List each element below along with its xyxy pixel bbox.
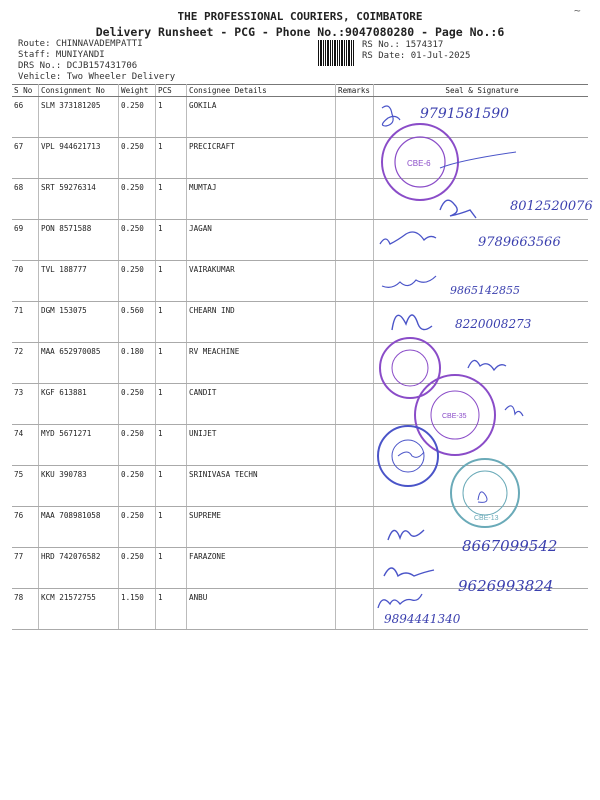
drs-label: DRS No.: DCJB157431706 — [18, 61, 138, 71]
cell-signature — [374, 343, 589, 384]
table-row — [12, 589, 588, 630]
cell-pcs: 1 — [156, 302, 187, 343]
cell-sno: 75 — [12, 466, 39, 507]
col-signature: Seal & Signature — [374, 85, 589, 97]
cell-sno: 71 — [12, 302, 39, 343]
cell-weight: 0.180 — [119, 343, 156, 384]
cell-sno: 73 — [12, 384, 39, 425]
barcode — [318, 40, 358, 66]
col-remarks: Remarks — [336, 85, 374, 97]
col-weight: Weight — [119, 85, 156, 97]
cell-remarks — [336, 220, 374, 261]
pencil-mark-icon: ~ — [574, 4, 581, 17]
cell-consignment: MAA 708981058 — [39, 507, 119, 548]
cell-signature — [374, 138, 589, 179]
cell-remarks — [336, 507, 374, 548]
col-sno: S No — [12, 85, 39, 97]
cell-weight: 0.250 — [119, 425, 156, 466]
phone-70: 9865142855 — [450, 284, 520, 297]
table-row — [12, 261, 588, 302]
cell-consignment: KKU 390783 — [39, 466, 119, 507]
cell-sno: 67 — [12, 138, 39, 179]
phone-66: 9791581590 — [420, 106, 510, 122]
table-row — [12, 138, 588, 179]
rs-date-label: RS Date: 01-Jul-2025 — [362, 51, 471, 61]
cell-weight: 0.250 — [119, 179, 156, 220]
cell-pcs: 1 — [156, 97, 187, 138]
cell-remarks — [336, 343, 374, 384]
cell-sno: 68 — [12, 179, 39, 220]
svg-text:CBE-13: CBE-13 — [474, 515, 499, 522]
svg-text:CBE-6: CBE-6 — [407, 159, 431, 168]
cell-consignment: MYD 5671271 — [39, 425, 119, 466]
cell-weight: 1.150 — [119, 589, 156, 630]
cell-remarks — [336, 548, 374, 589]
cell-sno: 66 — [12, 97, 39, 138]
cell-signature — [374, 302, 589, 343]
cell-consignee: CANDIT — [187, 384, 336, 425]
cell-pcs: 1 — [156, 384, 187, 425]
table-row — [12, 179, 588, 220]
table-row — [12, 343, 588, 384]
table-row — [12, 220, 588, 261]
table-row — [12, 466, 588, 507]
vehicle-label: Vehicle: Two Wheeler Delivery — [18, 72, 176, 82]
cell-consignee: PRECICRAFT — [187, 138, 336, 179]
table-row — [12, 548, 588, 589]
cell-remarks — [336, 302, 374, 343]
cell-pcs: 1 — [156, 466, 187, 507]
runsheet-table — [12, 84, 588, 630]
cell-sno: 72 — [12, 343, 39, 384]
cell-weight: 0.560 — [119, 302, 156, 343]
table-row — [12, 425, 588, 466]
cell-consignment: MAA 652970085 — [39, 343, 119, 384]
cell-consignee: RV MEACHINE — [187, 343, 336, 384]
cell-remarks — [336, 261, 374, 302]
cell-consignee: MUMTAJ — [187, 179, 336, 220]
rs-no-label: RS No.: 1574317 — [362, 40, 444, 50]
cell-signature — [374, 179, 589, 220]
cell-pcs: 1 — [156, 589, 187, 630]
cell-signature — [374, 548, 589, 589]
cell-signature — [374, 220, 589, 261]
table-row — [12, 302, 588, 343]
cell-weight: 0.250 — [119, 466, 156, 507]
cell-pcs: 1 — [156, 179, 187, 220]
svg-text:CBE-35: CBE-35 — [442, 413, 467, 420]
cell-consignee: SRINIVASA TECHN — [187, 466, 336, 507]
col-consignee: Consignee Details — [187, 85, 336, 97]
cell-consignment: SLM 373181205 — [39, 97, 119, 138]
cell-consignment: DGM 153075 — [39, 302, 119, 343]
phone-69: 9789663566 — [478, 235, 561, 250]
cell-signature — [374, 425, 589, 466]
cell-weight: 0.250 — [119, 384, 156, 425]
runsheet-title: Delivery Runsheet - PCG - Phone No.:9047080280 - Page No.:6 — [95, 25, 505, 39]
table-row — [12, 384, 588, 425]
cell-consignment: KGF 613881 — [39, 384, 119, 425]
table-row — [12, 97, 588, 138]
cell-consignment: VPL 944621713 — [39, 138, 119, 179]
phone-71: 8220008273 — [455, 317, 532, 331]
table-row — [12, 507, 588, 548]
cell-remarks — [336, 466, 374, 507]
phone-77: 8667099542 — [462, 537, 558, 555]
cell-consignment: KCM 21572755 — [39, 589, 119, 630]
cell-pcs: 1 — [156, 548, 187, 589]
cell-consignee: SUPREME — [187, 507, 336, 548]
phone-77b: 9626993824 — [458, 577, 554, 595]
cell-signature — [374, 507, 589, 548]
cell-signature — [374, 261, 589, 302]
cell-sno: 74 — [12, 425, 39, 466]
cell-weight: 0.250 — [119, 507, 156, 548]
phone-78: 9894441340 — [384, 612, 461, 626]
phone-68: 8012520076 — [510, 199, 593, 214]
cell-consignment: HRD 742076582 — [39, 548, 119, 589]
cell-weight: 0.250 — [119, 548, 156, 589]
company-title: THE PROFESSIONAL COURIERS, COIMBATORE — [177, 10, 423, 23]
cell-remarks — [336, 138, 374, 179]
cell-sno: 78 — [12, 589, 39, 630]
cell-weight: 0.250 — [119, 138, 156, 179]
cell-pcs: 1 — [156, 425, 187, 466]
cell-remarks — [336, 97, 374, 138]
cell-pcs: 1 — [156, 138, 187, 179]
cell-sno: 77 — [12, 548, 39, 589]
cell-remarks — [336, 589, 374, 630]
cell-pcs: 1 — [156, 261, 187, 302]
cell-sno: 76 — [12, 507, 39, 548]
cell-consignee: JAGAN — [187, 220, 336, 261]
cell-weight: 0.250 — [119, 97, 156, 138]
col-consignment: Consignment No — [39, 85, 119, 97]
cell-sno: 70 — [12, 261, 39, 302]
cell-signature — [374, 589, 589, 630]
cell-signature — [374, 97, 589, 138]
cell-consignment: TVL 188777 — [39, 261, 119, 302]
cell-sno: 69 — [12, 220, 39, 261]
cell-consignment: SRT 59276314 — [39, 179, 119, 220]
cell-weight: 0.250 — [119, 261, 156, 302]
cell-consignee: ANBU — [187, 589, 336, 630]
cell-consignee: CHEARN IND — [187, 302, 336, 343]
route-label: Route: CHINNAVADEMPATTI — [18, 39, 143, 49]
cell-consignee: GOKILA — [187, 97, 336, 138]
col-pcs: PCS — [156, 85, 187, 97]
cell-weight: 0.250 — [119, 220, 156, 261]
cell-remarks — [336, 179, 374, 220]
cell-consignee: FARAZONE — [187, 548, 336, 589]
cell-consignment: PON 8571588 — [39, 220, 119, 261]
cell-consignee: UNIJET — [187, 425, 336, 466]
cell-consignee: VAIRAKUMAR — [187, 261, 336, 302]
cell-remarks — [336, 384, 374, 425]
cell-pcs: 1 — [156, 507, 187, 548]
cell-remarks — [336, 425, 374, 466]
cell-pcs: 1 — [156, 343, 187, 384]
staff-label: Staff: MUNIYANDI — [18, 50, 105, 60]
cell-signature — [374, 384, 589, 425]
cell-pcs: 1 — [156, 220, 187, 261]
cell-signature — [374, 466, 589, 507]
